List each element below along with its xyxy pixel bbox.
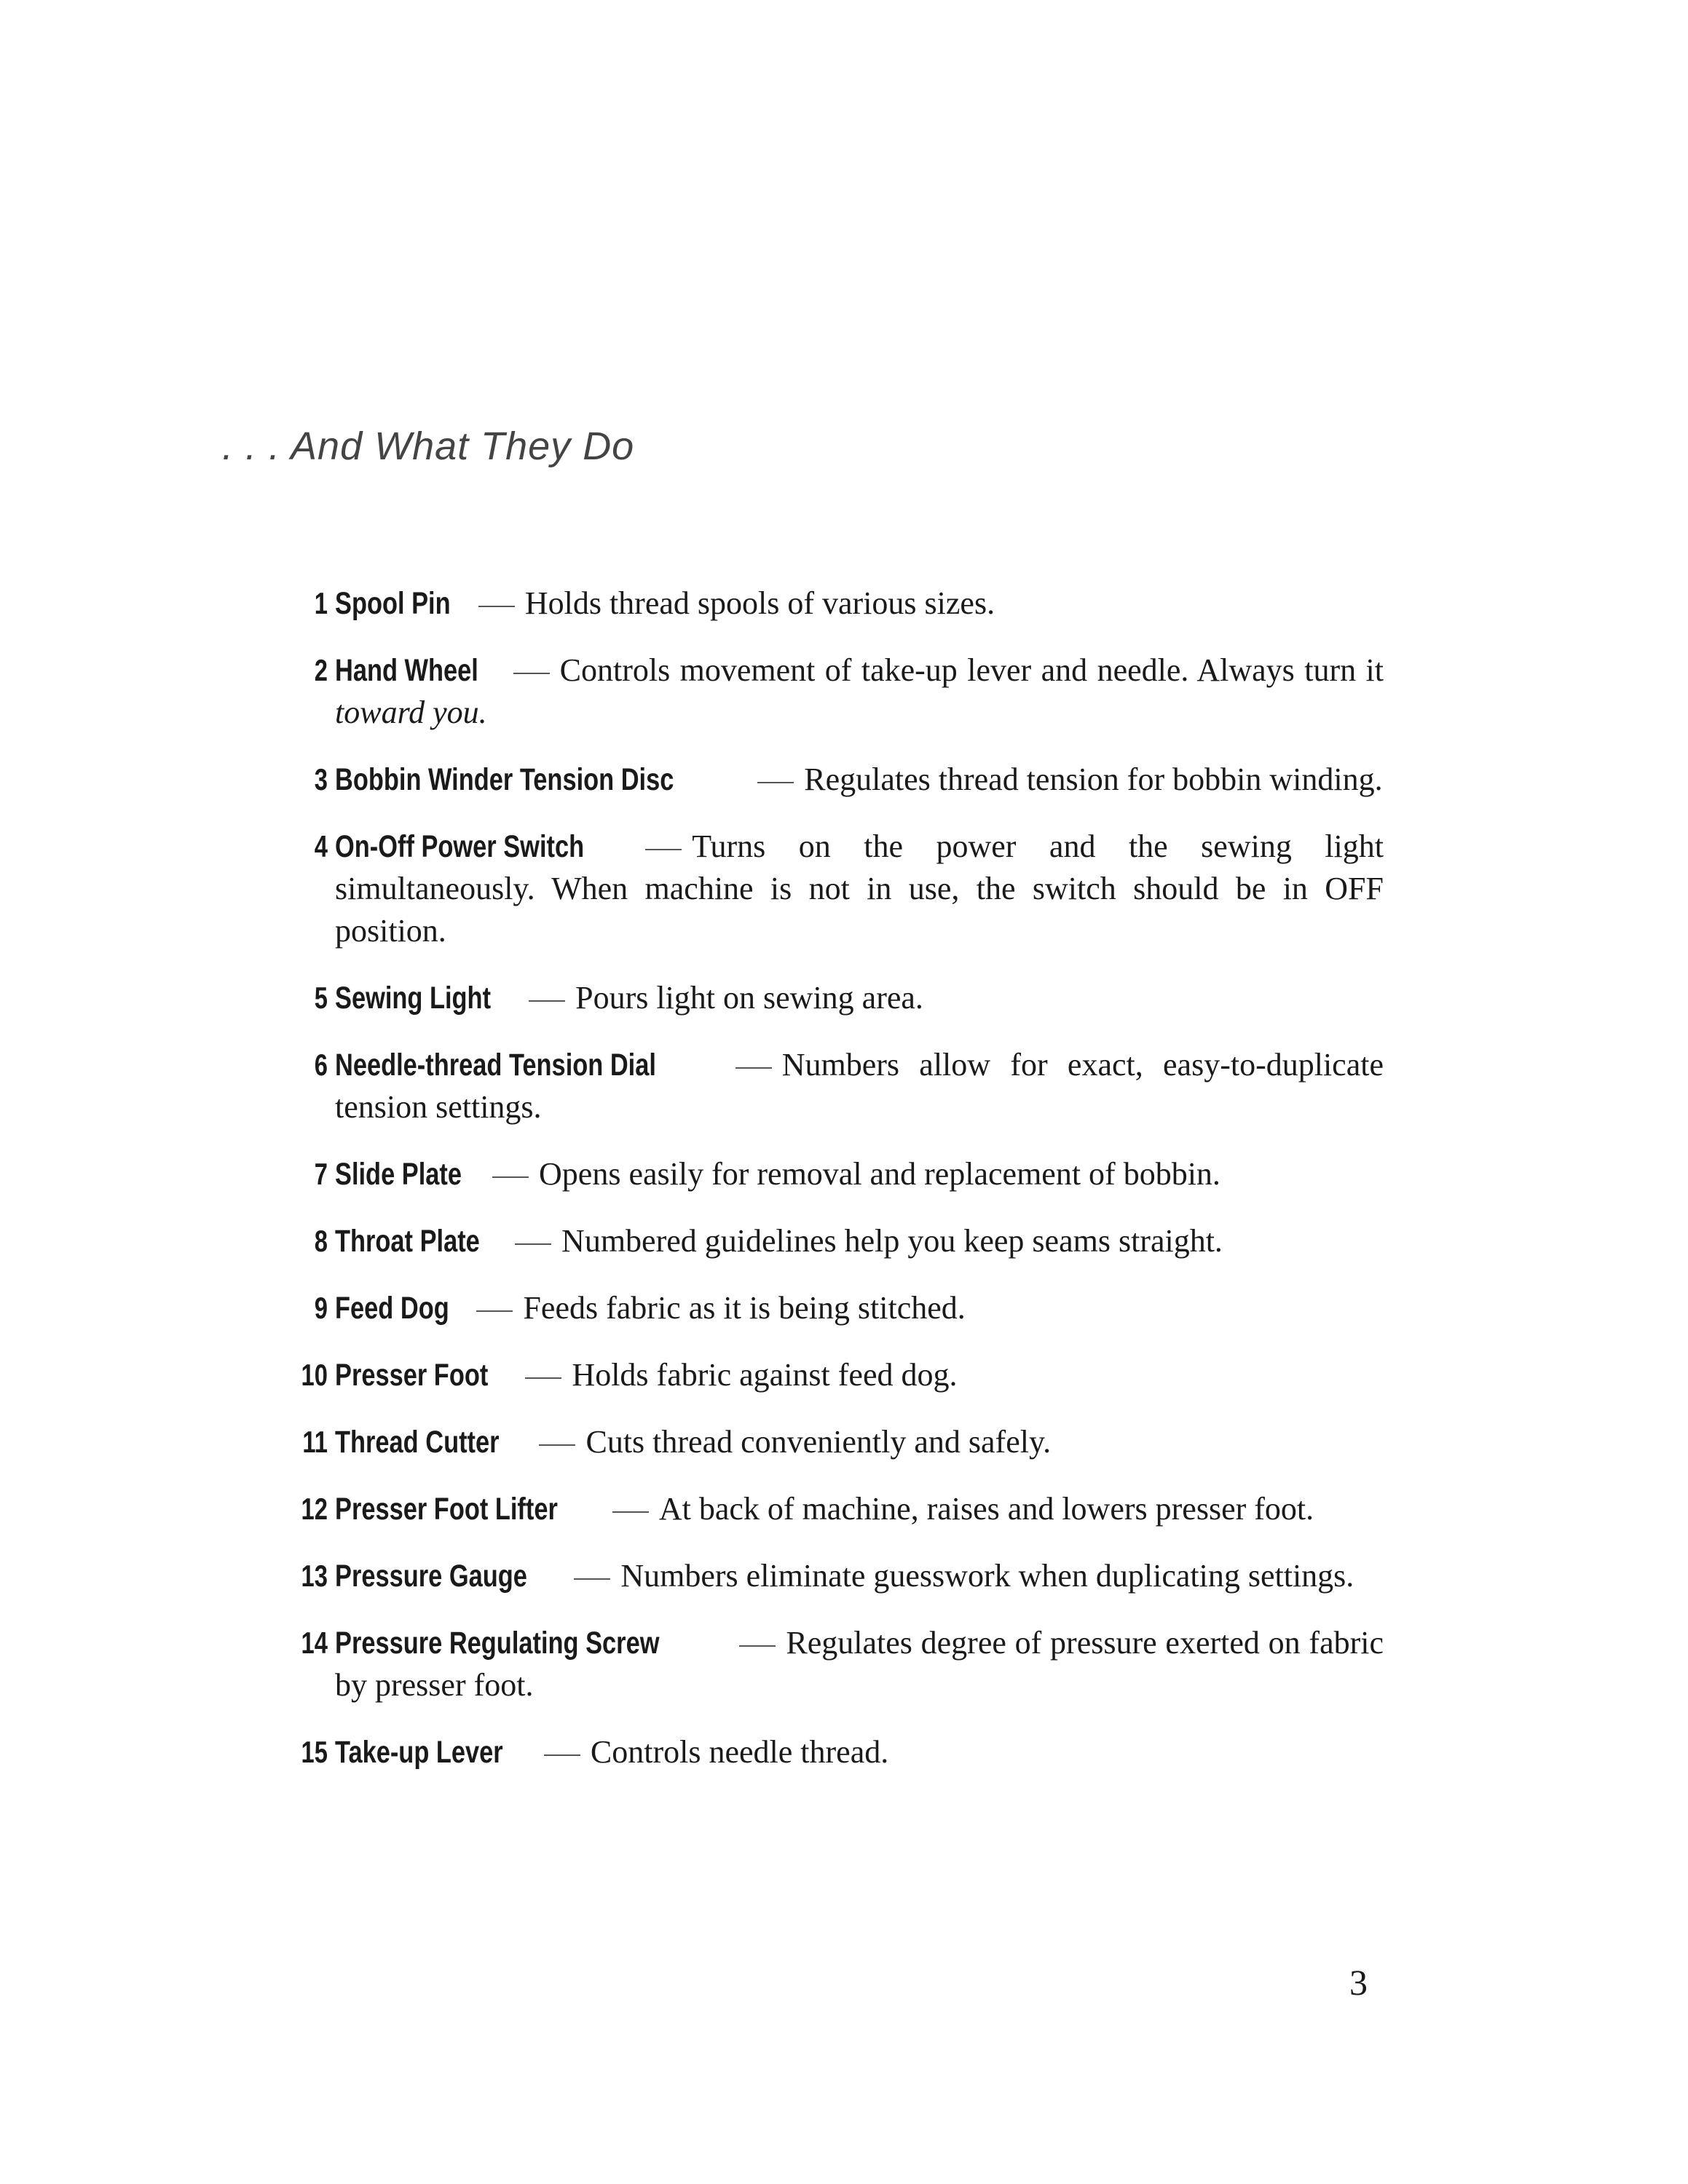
em-dash [513, 673, 550, 674]
item-number: 12 [301, 1492, 328, 1526]
part-description: Turns on the power and the sewing light simultaneously. When machine is not in use, the switch should be in OFF position. [335, 828, 1384, 949]
list-item [277, 582, 1384, 625]
part-name: Throat Plate [335, 1224, 480, 1259]
part-name: Hand Wheel [335, 653, 478, 688]
part-name: Take-up Lever [335, 1735, 503, 1770]
item-number: 1 [314, 586, 328, 620]
item-number: 9 [314, 1291, 328, 1325]
part-name: On-Off Power Switch [335, 829, 585, 864]
em-dash [492, 1176, 529, 1178]
part-description: Feeds fabric as it is being stitched. [523, 1290, 966, 1326]
em-dash [757, 782, 794, 783]
em-dash [612, 1511, 649, 1513]
part-description: Pours light on sewing area. [575, 980, 923, 1016]
list-item [277, 1220, 1384, 1262]
em-dash [739, 1645, 776, 1647]
part-name: Presser Foot Lifter [335, 1492, 558, 1527]
item-number: 11 [302, 1425, 328, 1459]
part-name: Spool Pin [335, 586, 451, 621]
list-item [277, 1488, 1384, 1530]
list-item [277, 1622, 1384, 1706]
part-description: Regulates degree of pressure exerted on fabric by presser foot. [335, 1625, 1384, 1703]
em-dash [478, 606, 515, 607]
item-number: 13 [301, 1559, 328, 1593]
part-description: Cuts thread conveniently and safely. [585, 1424, 1052, 1460]
em-dash [574, 1578, 610, 1580]
page-number: 3 [1349, 1962, 1368, 2003]
list-item [277, 1555, 1384, 1597]
part-description: Regulates thread tension for bobbin winding. [804, 761, 1383, 797]
em-dash [735, 1067, 772, 1069]
item-number: 7 [314, 1157, 328, 1191]
item-number: 3 [314, 762, 328, 796]
section-heading: . . . And What They Do [222, 424, 635, 468]
list-item [277, 1044, 1384, 1128]
part-name: Needle-thread Tension Dial [335, 1048, 656, 1083]
part-description: Numbers eliminate guesswork when duplicating settings. [620, 1558, 1354, 1594]
em-dash [645, 849, 682, 850]
part-description: Numbers allow for exact, easy-to-duplicate tension settings. [335, 1047, 1384, 1125]
part-name: Bobbin Winder Tension Disc [335, 762, 674, 797]
list-item [277, 1731, 1384, 1773]
part-description: Numbered guidelines help you keep seams straight. [561, 1223, 1223, 1259]
part-name: Presser Foot [335, 1358, 489, 1393]
part-description: Controls needle thread. [590, 1734, 889, 1770]
item-number: 14 [301, 1626, 328, 1660]
part-description: Controls movement of take-up lever and needle. Always turn it [559, 652, 1384, 688]
part-description: Opens easily for removal and replacement of bobbin. [539, 1156, 1220, 1192]
part-description: Holds thread spools of various sizes. [524, 585, 995, 621]
list-item [277, 649, 1384, 734]
part-name: Sewing Light [335, 981, 492, 1016]
part-name: Pressure Gauge [335, 1559, 527, 1594]
part-name: Thread Cutter [335, 1425, 500, 1460]
list-item [277, 977, 1384, 1019]
part-description: At back of machine, raises and lowers presser foot. [658, 1491, 1314, 1527]
list-item [277, 1354, 1384, 1396]
item-number: 15 [301, 1735, 328, 1769]
em-dash [544, 1754, 580, 1756]
part-name: Feed Dog [335, 1291, 449, 1326]
item-number: 2 [314, 653, 328, 687]
item-number: 10 [301, 1358, 328, 1392]
list-item [277, 1287, 1384, 1329]
part-name: Pressure Regulating Screw [335, 1626, 660, 1661]
part-description-emphasis: toward you. [335, 695, 487, 730]
em-dash [529, 1000, 565, 1002]
item-number: 4 [314, 829, 328, 863]
em-dash [539, 1444, 575, 1446]
parts-list [277, 582, 1384, 1798]
list-item [277, 759, 1384, 801]
em-dash [515, 1243, 551, 1245]
item-number: 6 [314, 1048, 328, 1082]
list-item [277, 826, 1384, 952]
list-item [277, 1421, 1384, 1463]
em-dash [476, 1310, 513, 1312]
em-dash [525, 1377, 561, 1379]
part-name: Slide Plate [335, 1157, 462, 1192]
part-description: Holds fabric against feed dog. [572, 1357, 958, 1393]
item-number: 5 [314, 981, 328, 1015]
item-number: 8 [314, 1224, 328, 1258]
list-item [277, 1153, 1384, 1195]
